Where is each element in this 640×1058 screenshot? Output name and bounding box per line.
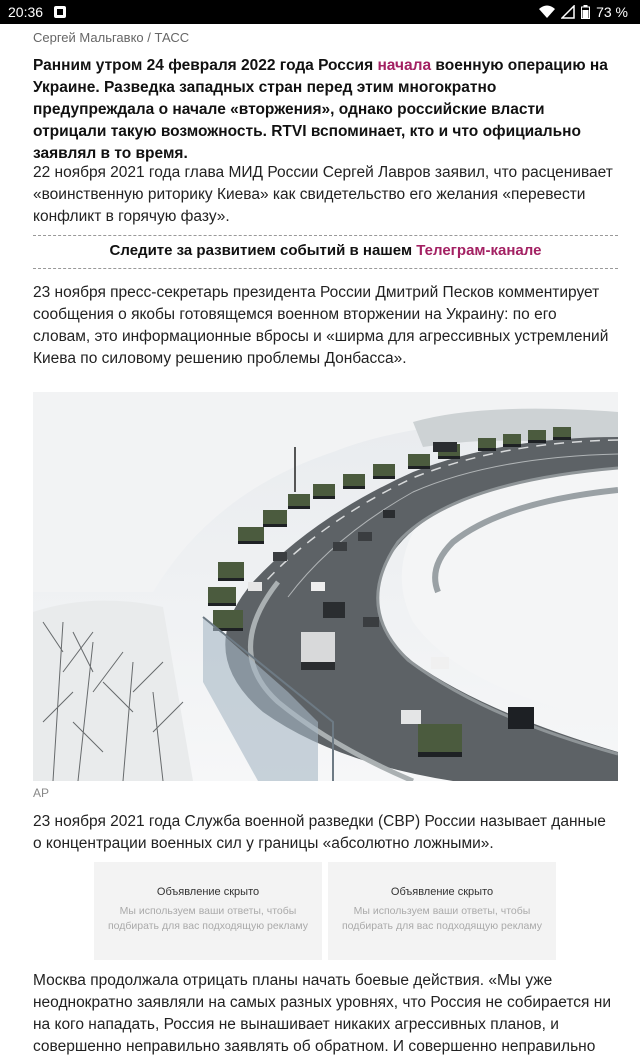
ad-description: Мы используем ваши ответы, чтобы подбирать для вас подходящую рекламу [108, 905, 308, 932]
paragraph-3: 23 ноября 2021 года Служба военной разведки (СВР) России называет данные о концентрации военных сил у границы «абсолютно ложными». [33, 813, 606, 852]
lead-text-start: Ранним утром 24 февраля 2022 года Россия [33, 57, 378, 74]
photo-credit: AP [33, 786, 50, 800]
hidden-ad-2[interactable] [328, 862, 556, 960]
paragraph-4: Москва продолжала отрицать планы начать боевые действия. «Мы уже неоднократно заявляли на самых разных уровнях, что Россия не собирается ни на кого нападать, Россия не вынашивает никаких агрессивных планов, и совершенно неправильно заявлять об обратном. И совершенно неправильно [33, 972, 611, 1055]
telegram-promo [33, 242, 618, 259]
clock: 20:36 [8, 4, 44, 20]
telegram-link[interactable]: Телеграм-канале [416, 242, 542, 259]
divider-bottom [33, 268, 618, 269]
divider-top [33, 235, 618, 236]
lead-text-end: военную операцию на Украине. Разведка западных стран перед этим многократно предупреждала о начале «вторжения», однако российские власти отрицали такую возможность. RTVI вспоминает, кто и что официально заявлял в то время. [33, 57, 608, 162]
article-caption: Сергей Мальгавко / ТАСС [33, 30, 190, 45]
article-photo[interactable] [33, 392, 618, 781]
lead-link[interactable]: начала [377, 57, 432, 74]
ad-title: Объявление скрыто [390, 886, 494, 898]
ad-title: Объявление скрыто [156, 886, 260, 898]
status-bar [0, 0, 640, 24]
ad-description: Мы используем ваши ответы, чтобы подбирать для вас подходящую рекламу [342, 905, 542, 932]
convoy-image [33, 392, 618, 781]
paragraph-2: 23 ноября пресс-секретарь президента России Дмитрий Песков комментирует сообщения о якобы готовящемся военном вторжении на Украину: по его словам, это информационные вбросы и «ширма для агрессивных устремлений Киева по силовому решению проблемы Донбасса». [33, 284, 609, 367]
hidden-ad-1[interactable] [94, 862, 322, 960]
signal-icon [561, 5, 575, 19]
promo-text: Следите за развитием событий в нашем [109, 242, 417, 259]
article-lead [33, 55, 618, 165]
notification-icon [53, 5, 67, 19]
battery-level: 73 % [596, 4, 628, 20]
battery-icon [581, 5, 590, 19]
paragraph-1: 22 ноября 2021 года глава МИД России Сергей Лавров заявил, что расценивает «воинственную риторику Киева» как свидетельство его желания «перевести конфликт в горячую фазу». [33, 164, 613, 225]
wifi-icon [539, 5, 555, 19]
